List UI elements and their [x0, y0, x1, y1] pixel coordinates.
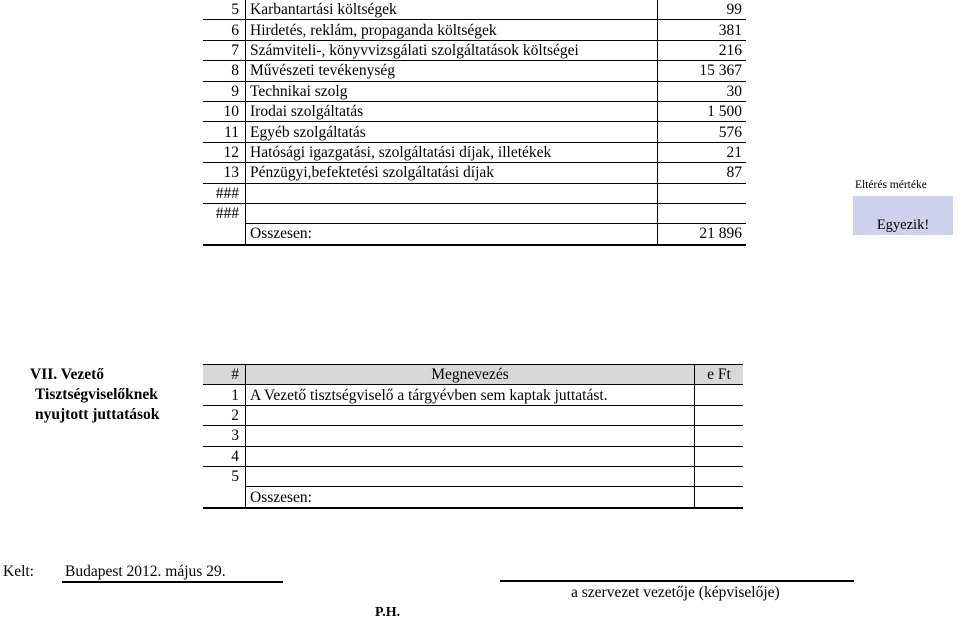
kelt-date: Budapest 2012. május 29. [65, 563, 226, 580]
row-name [246, 405, 695, 425]
row-value [695, 405, 744, 425]
row-number: 10 [203, 101, 246, 121]
table-row [203, 183, 746, 203]
row-number: ### [203, 183, 246, 203]
row-name [246, 446, 695, 466]
total-row [203, 487, 743, 508]
table-row [203, 446, 743, 466]
total-row [203, 224, 746, 245]
row-name: Egyéb szolgáltatás [246, 122, 658, 142]
total-number [203, 224, 246, 245]
row-name: Hatósági igazgatási, szolgáltatási díjak, illetékek [246, 142, 658, 162]
table-row [203, 0, 746, 20]
total-label: Osszesen: [246, 224, 658, 245]
row-name: Irodai szolgáltatás [246, 101, 658, 121]
row-name: Technikai szolg [246, 81, 658, 101]
header-row [203, 365, 743, 385]
row-name [246, 203, 658, 223]
signature-line [500, 580, 854, 582]
row-value: 216 [658, 40, 747, 60]
row-number: 7 [203, 40, 246, 60]
difference-label: Eltérés mértéke [855, 179, 927, 191]
row-number: 2 [203, 405, 246, 425]
row-value [695, 466, 744, 486]
row-number: 5 [203, 0, 246, 20]
header-value: e Ft [695, 365, 744, 385]
table-row [203, 20, 746, 40]
row-number: 11 [203, 122, 246, 142]
row-name: Pénzügyi,befektetési szolgáltatási díjak [246, 163, 658, 183]
row-value: 87 [658, 163, 747, 183]
row-value [695, 446, 744, 466]
row-number: ### [203, 203, 246, 223]
table-row [203, 101, 746, 121]
row-number: 4 [203, 446, 246, 466]
row-number: 1 [203, 385, 246, 405]
row-number: 9 [203, 81, 246, 101]
total-number [203, 487, 246, 508]
stamp-placeholder: P.H. [375, 605, 401, 620]
section7-title-line2: Tisztségviselőknek [35, 386, 158, 403]
row-number: 5 [203, 466, 246, 486]
row-value [695, 426, 744, 446]
row-value: 1 500 [658, 101, 747, 121]
difference-value-box [853, 196, 953, 235]
row-number: 3 [203, 426, 246, 446]
row-name: Számviteli-, könyvvizsgálati szolgáltatások költségei [246, 40, 658, 60]
signer-label: a szervezet vezetője (képviselője) [571, 584, 780, 601]
table-row [203, 163, 746, 183]
row-number: 8 [203, 61, 246, 81]
row-value: 99 [658, 0, 747, 20]
row-value: 15 367 [658, 61, 747, 81]
section7-title-line3: nyujtott juttatások [35, 406, 160, 423]
table-row [203, 122, 746, 142]
kelt-label: Kelt: [3, 563, 34, 580]
costs-table [203, 0, 746, 246]
row-name: A Vezető tisztségviselő a tárgyévben sem kaptak juttatást. [246, 385, 695, 405]
row-name [246, 466, 695, 486]
table-row [203, 81, 746, 101]
table-row [203, 203, 746, 223]
table-row [203, 142, 746, 162]
date-underline [62, 581, 283, 583]
row-value: 381 [658, 20, 747, 40]
difference-value: Egyezik! [876, 217, 930, 233]
row-name: Hirdetés, reklám, propaganda költségek [246, 20, 658, 40]
benefits-table [203, 364, 743, 509]
table-row [203, 405, 743, 425]
table-row [203, 426, 743, 446]
section7-title-line1: VII. Vezető [30, 366, 105, 383]
row-value: 576 [658, 122, 747, 142]
table-row [203, 40, 746, 60]
row-number: 6 [203, 20, 246, 40]
row-number: 12 [203, 142, 246, 162]
table-row [203, 385, 743, 405]
row-value [695, 385, 744, 405]
row-value: 21 [658, 142, 747, 162]
header-id: # [203, 365, 246, 385]
table-row [203, 61, 746, 81]
row-name [246, 183, 658, 203]
costs-table-body [203, 0, 746, 245]
section7-title [30, 365, 159, 425]
benefits-table-body [203, 365, 743, 508]
header-name: Megnevezés [246, 365, 695, 385]
row-name: Karbantartási költségek [246, 0, 658, 20]
total-value [695, 487, 744, 508]
row-value [658, 183, 747, 203]
table-row [203, 466, 743, 486]
total-label: Osszesen: [246, 487, 695, 508]
row-value [658, 203, 747, 223]
row-name [246, 426, 695, 446]
total-value: 21 896 [658, 224, 747, 245]
row-value: 30 [658, 81, 747, 101]
row-number: 13 [203, 163, 246, 183]
row-name: Művészeti tevékenység [246, 61, 658, 81]
